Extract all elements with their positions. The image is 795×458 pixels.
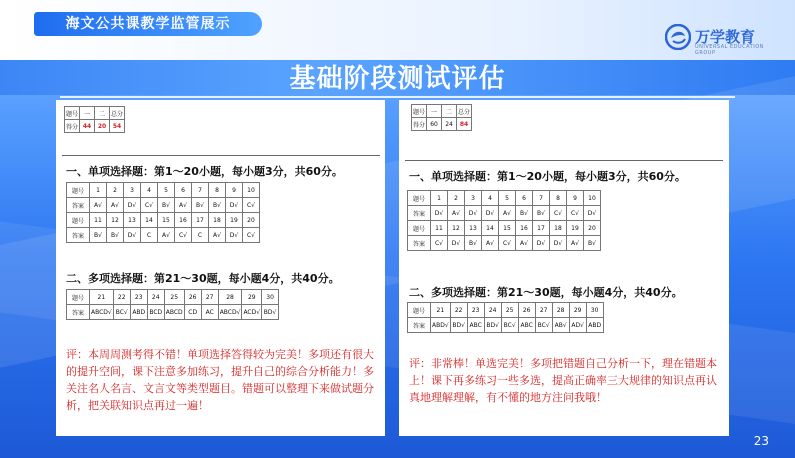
- table-cell: CD: [184, 305, 201, 320]
- table-cell: 8: [550, 191, 567, 206]
- table-cell: 题号: [408, 221, 431, 236]
- table-cell: C√: [499, 236, 516, 251]
- table-cell: C√: [550, 206, 567, 221]
- brand-logo: [665, 24, 783, 56]
- table-row: [67, 213, 260, 228]
- table-row: [408, 236, 601, 251]
- table-cell: 25: [164, 290, 184, 305]
- table-cell: 23: [467, 303, 484, 318]
- table-cell: 28: [218, 290, 242, 305]
- table-row: [408, 206, 601, 221]
- table-row: [408, 318, 604, 333]
- table-cell: C: [141, 228, 158, 243]
- table-cell: A√: [516, 236, 533, 251]
- table-cell: ABC: [467, 318, 484, 333]
- table-cell: 29: [569, 303, 586, 318]
- table-cell: C√: [141, 198, 158, 213]
- table-cell: A√: [107, 198, 124, 213]
- table-cell: 5: [499, 191, 516, 206]
- table-cell: C√: [567, 206, 584, 221]
- table-cell: 15: [499, 221, 516, 236]
- table-cell: 21: [431, 303, 451, 318]
- table-cell: 5: [158, 183, 175, 198]
- table-cell: 题号: [408, 191, 431, 206]
- table-cell: 16: [516, 221, 533, 236]
- logo-mark-icon: [665, 24, 691, 50]
- table-cell: 22: [113, 290, 130, 305]
- table-cell: B√: [107, 228, 124, 243]
- table-cell: 9: [226, 183, 243, 198]
- table-cell: BC√: [501, 318, 518, 333]
- table-cell: 题号: [67, 183, 90, 198]
- logo-text: 万学教育: [695, 28, 756, 46]
- title-underline: [60, 96, 735, 98]
- table-cell: AD√: [569, 318, 586, 333]
- table-cell: 15: [158, 213, 175, 228]
- table-cell: 28: [552, 303, 569, 318]
- table-cell: A√: [209, 228, 226, 243]
- table-cell: D√: [124, 228, 141, 243]
- table-cell: 8: [209, 183, 226, 198]
- slide-number: 23: [753, 434, 769, 448]
- table-cell: 答案: [67, 305, 90, 320]
- table-row: [67, 228, 260, 243]
- table-cell: 答案: [67, 228, 90, 243]
- table-cell: 2: [107, 183, 124, 198]
- table-cell: 14: [141, 213, 158, 228]
- table-cell: BD√: [450, 318, 467, 333]
- table-cell: A√: [90, 198, 107, 213]
- table-cell: 答案: [408, 206, 431, 221]
- table-cell: D√: [584, 206, 601, 221]
- score-header: 总分: [457, 105, 472, 118]
- table-row: [408, 303, 604, 318]
- table-row: [67, 198, 260, 213]
- table-cell: 30: [262, 290, 279, 305]
- table-cell: D√: [465, 206, 482, 221]
- table-cell: 10: [584, 191, 601, 206]
- table-cell: D√: [533, 236, 550, 251]
- slide-title: 基础阶段测试评估: [289, 64, 506, 94]
- table-cell: D√: [431, 206, 448, 221]
- left-score-table: [64, 106, 125, 133]
- section1-title: 一、单项选择题：第1～20小题，每小题3分，共60分。: [66, 165, 343, 178]
- table-cell: BC√: [113, 305, 130, 320]
- table-cell: 11: [90, 213, 107, 228]
- table-cell: A√: [175, 198, 192, 213]
- table-cell: 24: [484, 303, 501, 318]
- table-cell: D√: [482, 206, 499, 221]
- table-row: [67, 305, 279, 320]
- score-value: 60: [427, 118, 442, 131]
- score-header: 题号: [412, 105, 427, 118]
- table-cell: AC: [201, 305, 218, 320]
- table-cell: 23: [130, 290, 147, 305]
- table-cell: BD√: [484, 318, 501, 333]
- score-value: 44: [80, 120, 95, 133]
- score-value: 24: [442, 118, 457, 131]
- table-cell: B√: [90, 228, 107, 243]
- table-cell: ABCD: [164, 305, 184, 320]
- table-cell: 10: [243, 183, 260, 198]
- table-row: [408, 191, 601, 206]
- table-cell: C√: [431, 236, 448, 251]
- table-cell: 21: [90, 290, 114, 305]
- table-cell: ABD√: [431, 318, 451, 333]
- table-cell: D√: [124, 198, 141, 213]
- score-value: 20: [95, 120, 110, 133]
- table-cell: A√: [448, 206, 465, 221]
- table-cell: 19: [567, 221, 584, 236]
- section2-title: 二、多项选择题：第21～30题，每小题4分，共40分。: [409, 286, 683, 299]
- table-cell: ABC: [518, 318, 535, 333]
- table-cell: ACD√: [242, 305, 262, 320]
- table-cell: B√: [516, 206, 533, 221]
- table-cell: 9: [567, 191, 584, 206]
- table-cell: 7: [533, 191, 550, 206]
- score-label: 得分: [412, 118, 427, 131]
- table-cell: C√: [175, 228, 192, 243]
- table-cell: 12: [107, 213, 124, 228]
- score-header: 一: [80, 107, 95, 120]
- table-cell: C: [192, 228, 209, 243]
- table-cell: D√: [226, 228, 243, 243]
- table-cell: 22: [450, 303, 467, 318]
- table-cell: D√: [448, 236, 465, 251]
- right-single-choice-table: [407, 190, 601, 251]
- table-cell: 26: [518, 303, 535, 318]
- table-cell: ABCD√: [90, 305, 114, 320]
- table-cell: AB√: [552, 318, 569, 333]
- table-cell: BD√: [262, 305, 279, 320]
- score-total: 54: [110, 120, 125, 133]
- table-cell: 1: [431, 191, 448, 206]
- table-cell: 30: [586, 303, 603, 318]
- score-header: 题号: [65, 107, 80, 120]
- section-divider: [405, 160, 723, 161]
- table-cell: 26: [184, 290, 201, 305]
- table-cell: A√: [499, 206, 516, 221]
- table-cell: 19: [226, 213, 243, 228]
- logo-subtext: UNIVERSAL EDUCATION GROUP: [695, 44, 764, 56]
- score-header: 一: [427, 105, 442, 118]
- table-cell: 27: [535, 303, 552, 318]
- table-cell: 答案: [408, 236, 431, 251]
- table-cell: A√: [158, 228, 175, 243]
- table-cell: ABD: [586, 318, 603, 333]
- table-cell: 题号: [408, 303, 431, 318]
- table-cell: ABCD√: [218, 305, 242, 320]
- table-cell: D√: [550, 236, 567, 251]
- table-cell: 题号: [67, 213, 90, 228]
- table-cell: 3: [124, 183, 141, 198]
- table-cell: 18: [550, 221, 567, 236]
- table-cell: 20: [243, 213, 260, 228]
- table-cell: ABD: [130, 305, 147, 320]
- left-test-sheet: [56, 100, 385, 436]
- table-cell: A√: [567, 236, 584, 251]
- table-row: [67, 290, 279, 305]
- table-cell: 6: [516, 191, 533, 206]
- right-score-table: [411, 104, 472, 131]
- table-cell: 20: [584, 221, 601, 236]
- table-row: [408, 221, 601, 236]
- table-cell: 答案: [67, 198, 90, 213]
- table-cell: 13: [465, 221, 482, 236]
- table-cell: A√: [482, 236, 499, 251]
- table-cell: 11: [431, 221, 448, 236]
- section2-title: 二、多项选择题：第21～30题，每小题4分，共40分。: [66, 272, 340, 285]
- table-cell: B√: [158, 198, 175, 213]
- table-cell: BCD: [147, 305, 164, 320]
- table-cell: B√: [533, 206, 550, 221]
- table-cell: 4: [141, 183, 158, 198]
- table-cell: 17: [192, 213, 209, 228]
- table-cell: C√: [243, 228, 260, 243]
- table-cell: 29: [242, 290, 262, 305]
- teacher-comment: 评：本周周测考得不错！单项选择答得较为完美！多项还有很大的提升空间，课下注意多加练习，提升自己的综合分析能力！多关注名人名言、文言文等类型题目。错题可以整理下来做试题分析，把关联知识点再过一遍！: [66, 348, 374, 412]
- right-test-sheet: [399, 100, 729, 436]
- right-multi-choice-table: [407, 302, 604, 333]
- table-cell: 13: [124, 213, 141, 228]
- table-cell: 25: [501, 303, 518, 318]
- table-cell: 27: [201, 290, 218, 305]
- table-cell: 17: [533, 221, 550, 236]
- table-cell: B√: [209, 198, 226, 213]
- table-cell: 2: [448, 191, 465, 206]
- left-single-choice-table: [66, 182, 260, 243]
- table-cell: 18: [209, 213, 226, 228]
- table-cell: B√: [465, 236, 482, 251]
- table-cell: D√: [226, 198, 243, 213]
- table-cell: 1: [90, 183, 107, 198]
- score-header: 二: [442, 105, 457, 118]
- header-tab: 海文公共课教学监管展示: [34, 12, 262, 36]
- table-cell: 16: [175, 213, 192, 228]
- score-header: 总分: [110, 107, 125, 120]
- score-label: 得分: [65, 120, 80, 133]
- table-cell: B√: [192, 198, 209, 213]
- table-cell: 4: [482, 191, 499, 206]
- table-cell: 6: [175, 183, 192, 198]
- score-total: 84: [457, 118, 472, 131]
- table-cell: C√: [243, 198, 260, 213]
- table-cell: 14: [482, 221, 499, 236]
- table-cell: 3: [465, 191, 482, 206]
- score-header: 二: [95, 107, 110, 120]
- teacher-comment: 评：非常棒！单选完美！多项把错题自己分析一下，理在错题本上！课下再多练习一些多选，提高正确率三大规律的知识点再认真地理解理解，有不懂的地方注问我哦！: [409, 357, 717, 404]
- table-cell: 24: [147, 290, 164, 305]
- table-cell: 12: [448, 221, 465, 236]
- table-cell: B√: [584, 236, 601, 251]
- table-row: [67, 183, 260, 198]
- left-multi-choice-table: [66, 289, 279, 320]
- section-divider: [62, 155, 380, 156]
- section1-title: 一、单项选择题：第1～20小题，每小题3分，共60分。: [409, 170, 686, 183]
- table-cell: 7: [192, 183, 209, 198]
- table-cell: 题号: [67, 290, 90, 305]
- table-cell: BC√: [535, 318, 552, 333]
- table-cell: 答案: [408, 318, 431, 333]
